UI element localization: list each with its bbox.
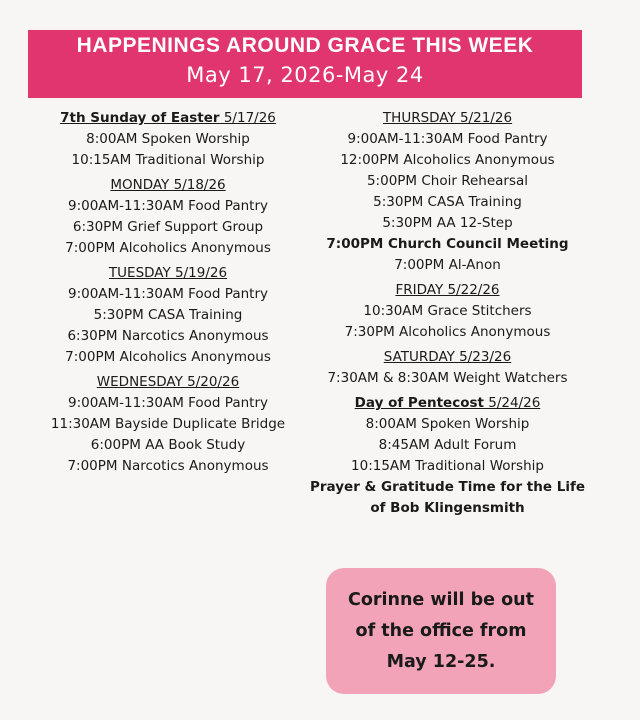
day-heading: [28, 108, 308, 129]
event-item: 8:00AM Spoken Worship: [365, 416, 530, 432]
banner-title: HAPPENINGS AROUND GRACE THIS WEEK: [76, 34, 534, 57]
event-item: 11:30AM Bayside Duplicate Bridge: [50, 416, 286, 432]
event-item: 5:30PM CASA Training: [373, 194, 522, 210]
day-section: [305, 393, 590, 519]
right-schedule-column: [305, 108, 590, 523]
office-notice-text: Corinne will be out of the office from May 12-25.: [348, 589, 534, 672]
day-section: [305, 108, 590, 276]
day-section: [28, 372, 308, 477]
day-name: 7th Sunday of Easter: [60, 110, 220, 126]
event-item: 6:30PM Grief Support Group: [72, 219, 264, 235]
day-section: [305, 280, 590, 343]
event-item: 12:00PM Alcoholics Anonymous: [340, 152, 555, 168]
left-schedule-column: [28, 108, 308, 481]
day-date: MONDAY 5/18/26: [110, 177, 226, 193]
day-heading: [28, 175, 308, 196]
day-section: [28, 108, 308, 171]
event-item: 7:30AM & 8:30AM Weight Watchers: [327, 370, 568, 386]
event-item: 7:00PM Alcoholics Anonymous: [65, 240, 271, 256]
event-item: 7:00PM Narcotics Anonymous: [67, 458, 269, 474]
event-item: 8:45AM Adult Forum: [378, 437, 517, 453]
day-date: SATURDAY 5/23/26: [383, 349, 512, 365]
event-item: 6:30PM Narcotics Anonymous: [67, 328, 269, 344]
day-heading: [28, 263, 308, 284]
day-date: WEDNESDAY 5/20/26: [96, 374, 240, 390]
event-item: 9:00AM-11:30AM Food Pantry: [67, 198, 268, 214]
event-item: 10:15AM Traditional Worship: [71, 152, 265, 168]
event-item: 9:00AM-11:30AM Food Pantry: [67, 395, 268, 411]
event-item: 7:30PM Alcoholics Anonymous: [344, 324, 551, 340]
event-item: 5:30PM CASA Training: [93, 307, 243, 323]
day-date: 5/24/26: [483, 395, 541, 411]
day-section: [28, 175, 308, 259]
day-heading: [305, 347, 590, 368]
event-item: 7:00PM Alcoholics Anonymous: [65, 349, 271, 365]
event-item: 10:30AM Grace Stitchers: [363, 303, 532, 319]
event-item: 9:00AM-11:30AM Food Pantry: [347, 131, 548, 147]
event-item: 5:30PM AA 12-Step: [382, 215, 513, 231]
event-item: 7:00PM Church Council Meeting: [326, 236, 569, 252]
event-item: 10:15AM Traditional Worship: [351, 458, 544, 474]
event-item: 9:00AM-11:30AM Food Pantry: [67, 286, 268, 302]
day-date: TUESDAY 5/19/26: [108, 265, 228, 281]
day-section: [28, 263, 308, 368]
day-name: Day of Pentecost: [354, 395, 484, 411]
banner-dates: May 17, 2026-May 24: [186, 63, 424, 87]
header-banner: [28, 30, 582, 98]
day-heading: [28, 372, 308, 393]
event-item: 7:00PM Al-Anon: [394, 257, 501, 273]
day-heading: [305, 280, 590, 301]
event-item: 8:00AM Spoken Worship: [86, 131, 250, 147]
day-date: FRIDAY 5/22/26: [395, 282, 500, 298]
day-heading: [305, 393, 590, 414]
event-item: 5:00PM Choir Rehearsal: [366, 173, 529, 189]
office-notice-box: [326, 568, 556, 694]
day-date: THURSDAY 5/21/26: [382, 110, 513, 126]
day-date: 5/17/26: [219, 110, 276, 126]
day-heading: [305, 108, 590, 129]
event-item: Prayer & Gratitude Time for the Life of Bob Klingensmith: [310, 479, 585, 516]
day-section: [305, 347, 590, 389]
event-item: 6:00PM AA Book Study: [90, 437, 246, 453]
